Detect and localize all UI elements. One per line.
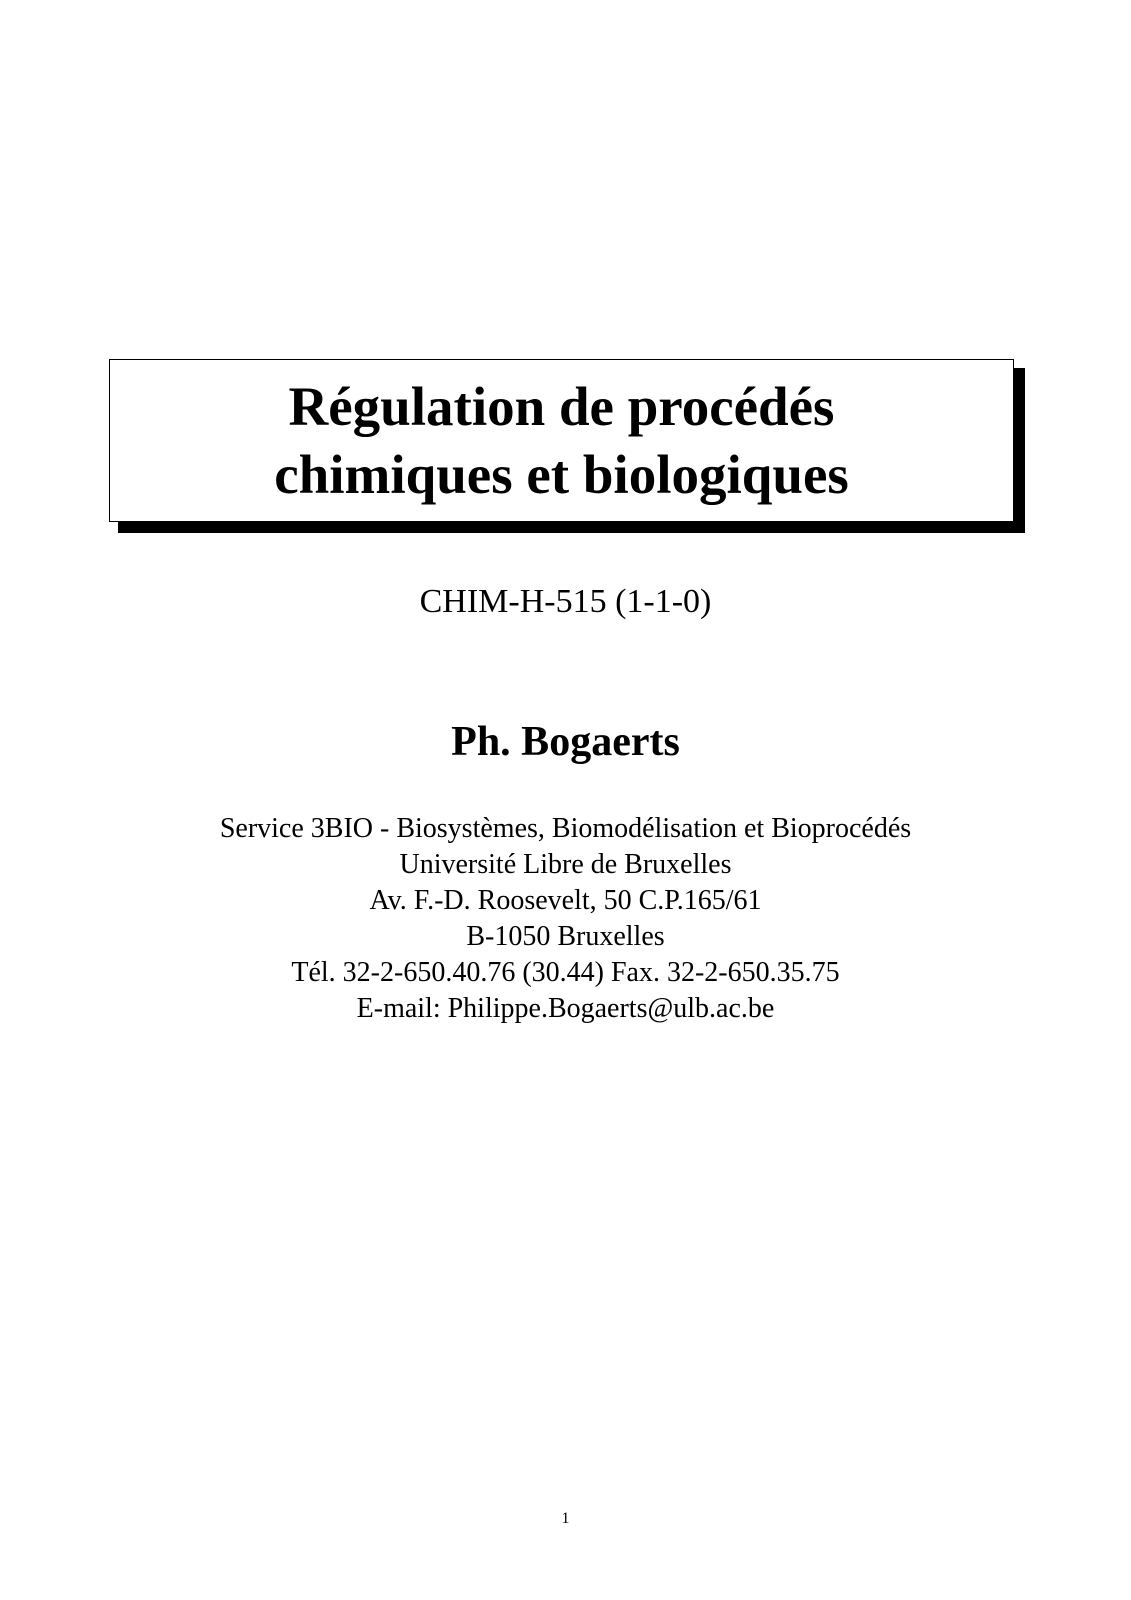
title-line-1: Régulation de procédés	[288, 375, 835, 437]
affiliation-city: B-1050 Bruxelles	[466, 921, 665, 952]
course-code: CHIM-H-515 (1-1-0)	[419, 583, 712, 620]
affiliation-phone-fax: Tél. 32-2-650.40.76 (30.44) Fax. 32-2-650.35.75	[291, 957, 840, 988]
affiliation-block	[0, 811, 1131, 1027]
affiliation-email: E-mail: Philippe.Bogaerts@ulb.ac.be	[356, 993, 775, 1024]
affiliation-address: Av. F.-D. Roosevelt, 50 C.P.165/61	[369, 885, 762, 916]
page-number: 1	[561, 1510, 570, 1527]
affiliation-service: Service 3BIO - Biosystèmes, Biomodélisation et Bioprocédés	[219, 813, 912, 844]
title-line-2: chimiques et biologiques	[274, 443, 849, 505]
author-name: Ph. Bogaerts	[451, 719, 680, 765]
title-box	[109, 359, 1014, 522]
affiliation-university: Université Libre de Bruxelles	[399, 849, 732, 880]
